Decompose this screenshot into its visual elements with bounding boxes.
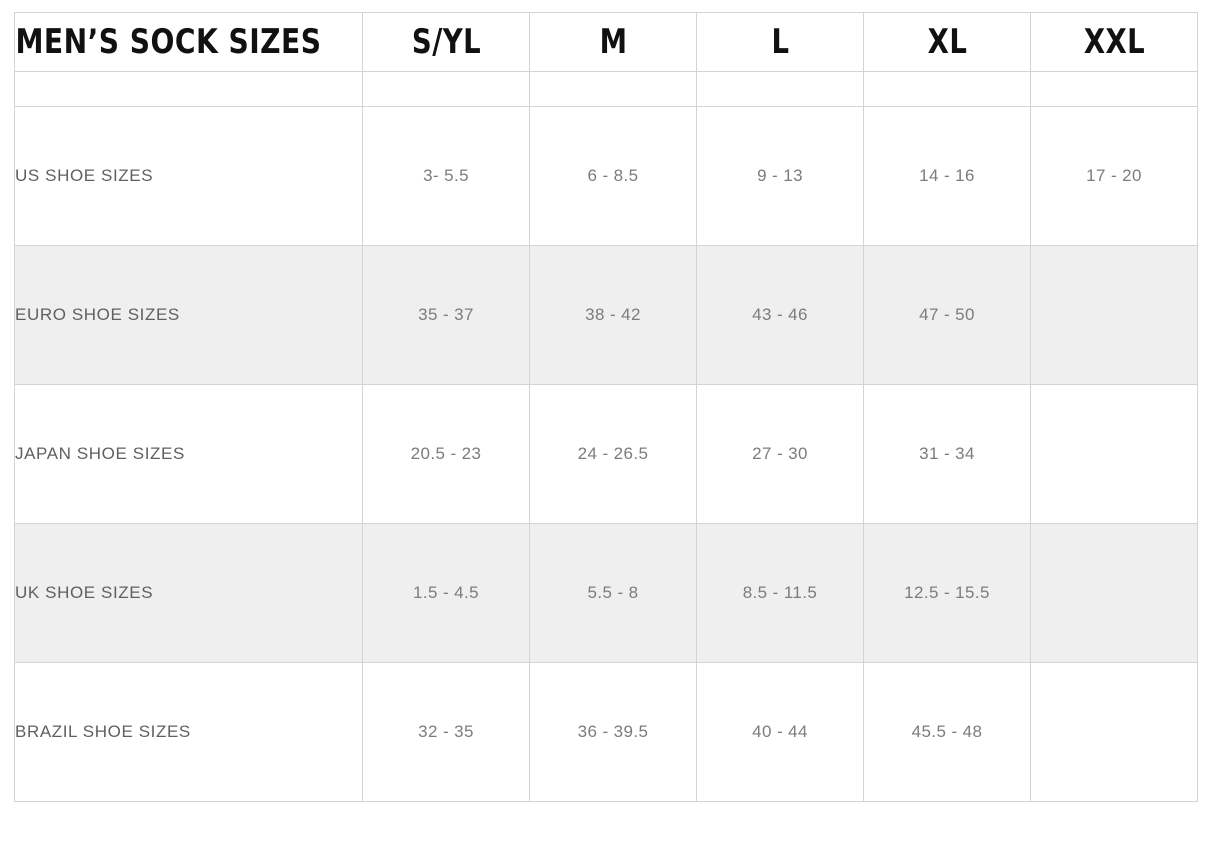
spacer-cell-1 xyxy=(363,72,530,107)
cell-euro-xxl xyxy=(1031,246,1198,385)
table-row xyxy=(15,385,1198,524)
table-row xyxy=(15,663,1198,802)
cell-euro-m: 38 - 42 xyxy=(530,246,697,385)
cell-japan-s-yl: 20.5 - 23 xyxy=(363,385,530,524)
cell-uk-m: 5.5 - 8 xyxy=(530,524,697,663)
row-label-uk: UK SHOE SIZES xyxy=(15,524,363,663)
row-label-brazil: BRAZIL SHOE SIZES xyxy=(15,663,363,802)
column-header-xl: XL xyxy=(872,13,1022,72)
spacer-cell-4 xyxy=(864,72,1031,107)
cell-uk-xl: 12.5 - 15.5 xyxy=(864,524,1031,663)
table-row xyxy=(15,107,1198,246)
mens-sock-size-table xyxy=(14,12,1198,802)
column-header-m: M xyxy=(538,13,688,72)
spacer-cell-label xyxy=(15,72,363,107)
cell-brazil-xxl xyxy=(1031,663,1198,802)
cell-japan-l: 27 - 30 xyxy=(697,385,864,524)
table-header-row xyxy=(15,13,1198,72)
cell-euro-xl: 47 - 50 xyxy=(864,246,1031,385)
spacer-cell-2 xyxy=(530,72,697,107)
row-label-us: US SHOE SIZES xyxy=(15,107,363,246)
cell-japan-m: 24 - 26.5 xyxy=(530,385,697,524)
table-spacer-row xyxy=(15,72,1198,107)
cell-us-m: 6 - 8.5 xyxy=(530,107,697,246)
cell-uk-s-yl: 1.5 - 4.5 xyxy=(363,524,530,663)
cell-uk-xxl xyxy=(1031,524,1198,663)
row-label-japan: JAPAN SHOE SIZES xyxy=(15,385,363,524)
cell-us-xl: 14 - 16 xyxy=(864,107,1031,246)
cell-brazil-xl: 45.5 - 48 xyxy=(864,663,1031,802)
cell-euro-s-yl: 35 - 37 xyxy=(363,246,530,385)
cell-uk-l: 8.5 - 11.5 xyxy=(697,524,864,663)
cell-japan-xl: 31 - 34 xyxy=(864,385,1031,524)
table-title: MEN’S SOCK SIZES xyxy=(15,13,335,72)
cell-brazil-m: 36 - 39.5 xyxy=(530,663,697,802)
cell-us-l: 9 - 13 xyxy=(697,107,864,246)
table-row xyxy=(15,524,1198,663)
cell-euro-l: 43 - 46 xyxy=(697,246,864,385)
row-label-euro: EURO SHOE SIZES xyxy=(15,246,363,385)
cell-japan-xxl xyxy=(1031,385,1198,524)
table-row xyxy=(15,246,1198,385)
spacer-cell-3 xyxy=(697,72,864,107)
column-header-s-yl: S/YL xyxy=(371,13,521,72)
cell-us-s-yl: 3- 5.5 xyxy=(363,107,530,246)
column-header-xxl: XXL xyxy=(1039,13,1189,72)
cell-brazil-s-yl: 32 - 35 xyxy=(363,663,530,802)
spacer-cell-5 xyxy=(1031,72,1198,107)
column-header-l: L xyxy=(705,13,855,72)
cell-us-xxl: 17 - 20 xyxy=(1031,107,1198,246)
cell-brazil-l: 40 - 44 xyxy=(697,663,864,802)
